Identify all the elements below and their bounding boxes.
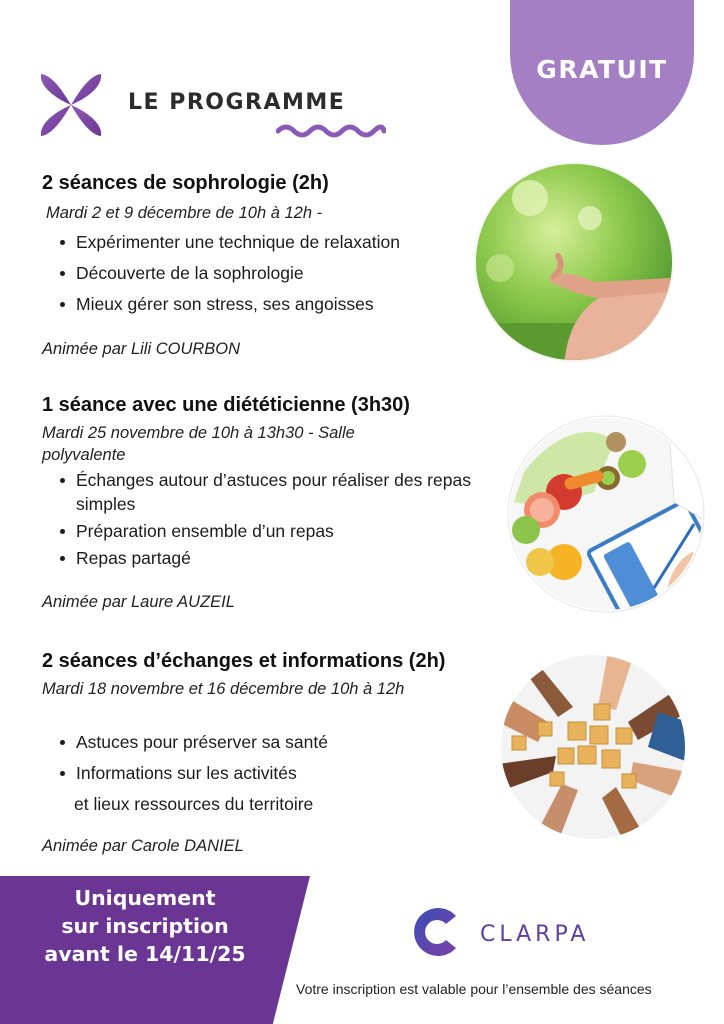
list-item: Mieux gérer son stress, ses angoisses	[42, 292, 492, 316]
puzzle-hands-photo	[498, 652, 688, 842]
page-title: LE PROGRAMME	[128, 90, 346, 115]
section-dietitian	[42, 392, 487, 622]
list-item-continuation: et lieux ressources du territoire	[74, 794, 314, 814]
section-facilitator: Animée par Lili COURBON	[42, 340, 241, 358]
wave-decoration-icon	[276, 122, 386, 140]
section-date: Mardi 2 et 9 décembre de 10h à 12h -	[46, 204, 323, 222]
free-badge-label: GRATUIT	[536, 55, 668, 84]
list-item: Astuces pour préserver sa santé	[42, 730, 492, 754]
section-exchanges	[42, 648, 492, 863]
flower-logo-icon	[38, 72, 104, 138]
list-item: Repas partagé	[42, 546, 487, 570]
registration-banner-text	[0, 884, 290, 968]
section-facilitator: Animée par Carole DANIEL	[42, 837, 244, 855]
section-title: 1 séance avec une diététicienne (3h30)	[42, 394, 410, 416]
section-date: Mardi 25 novembre de 10h à 13h30 - Salle polyvalente	[42, 424, 355, 464]
list-item: Expérimenter une technique de relaxation	[42, 230, 492, 254]
section-items	[42, 230, 492, 316]
section-title: 2 séances d’échanges et informations (2h)	[42, 650, 446, 672]
nutrition-photo	[504, 412, 708, 616]
section-title: 2 séances de sophrologie (2h)	[42, 172, 329, 194]
free-badge	[510, 0, 694, 145]
section-sophrology	[42, 170, 492, 370]
section-items	[42, 468, 487, 570]
banner-line-2: sur inscription	[61, 914, 229, 938]
list-item: Informations sur les activités	[42, 761, 492, 785]
clarpa-logo-icon	[408, 902, 468, 962]
list-item: Préparation ensemble d’un repas	[42, 519, 487, 543]
section-items	[42, 730, 492, 816]
meditation-photo	[470, 158, 678, 366]
list-item: Échanges autour d’astuces pour réaliser des repas simples	[42, 468, 487, 516]
list-item: Découverte de la sophrologie	[42, 261, 492, 285]
banner-line-3: avant le 14/11/25	[44, 942, 246, 966]
footer-note: Votre inscription est valable pour l’ensemble des séances	[296, 981, 652, 997]
section-date: Mardi 18 novembre et 16 décembre de 10h à 12h	[42, 680, 405, 698]
banner-line-1: Uniquement	[74, 886, 216, 910]
section-facilitator: Animée par Laure AUZEIL	[42, 593, 235, 611]
brand-name: CLARPA	[480, 922, 590, 947]
